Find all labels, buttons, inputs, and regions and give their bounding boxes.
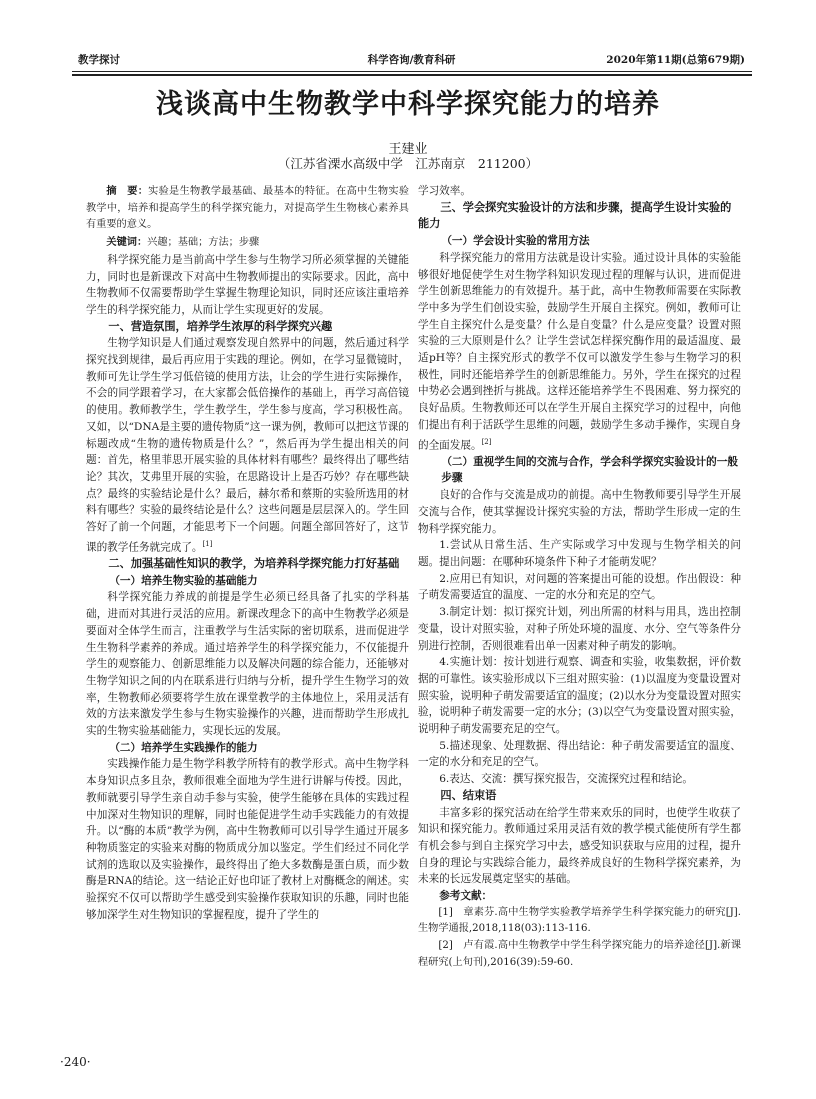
page-number: ·240· [60,1055,91,1069]
header-issue: 2020年第11期(总第679期) [606,54,745,66]
keywords-text: 兴趣；基础；方法；步骤 [147,237,260,249]
step-4: 4.实施计划：按计划进行观察、调查和实验，收集数据，评价数据的可靠性。该实验形成以下三组对照实验：(1)以温度为变量设置对照实验，说明种子萌发需要适宜的温度；(2)以水分为变量设置对照实验，说明种子萌发需要一定的水分；(3)以空气为变量设置对照实验，说明种子萌发需要充足的空气。 [418,656,741,736]
citation-2: [2] [481,437,492,446]
reference-2: [2] 卢有霞.高中生物教学中学生科学探究能力的培养途径[J].新课程研究(上旬刊),2016(39):59-60. [418,940,741,968]
step-1: 1.尝试从日常生活、生产实际或学习中发现与生物学相关的问题。提出问题：在哪种环境条件下种子才能萌发呢？ [418,539,741,568]
section-2-1-paragraph: 科学探究能力养成的前提是学生必须已经具备了扎实的学科基础，进而对其进行灵活的应用。新课改理念下的高中生物教学必须是要面对全体学生而言，注重教学与生活实际的密切联系，进而促进学生生物科学素养的养成。通过培养学生的科学探究能力，不仅能提升学生的观察能力、创新思维能力以及解决问题的综合能力，还能够对生物学知识之间的内在联系进行归纳与分析，提升学生生物学习的效率，生物教师必须要将学生放在课堂教学的主体地位上，采用灵活有效的方法来激发学生参与生物实验操作的兴趣，进而帮助学生形成扎实的生物实验基础能力，实现长远的发展。 [86,591,409,738]
section-4-paragraph: 丰富多彩的探究活动在给学生带来欢乐的同时，也使学生收获了知识和探究能力。教师通过采用灵活有效的教学模式能使所有学生都有机会参与到自主探究学习中去，感受知识获取与应用的过程，提升自身的理论与实践综合能力，最终养成良好的生物科学探究素养，为未来的长远发展奠定坚实的基础。 [418,806,741,886]
section-2-1-heading: （一）培养生物实验的基础能力 [109,574,258,587]
section-4-heading: 四、结束语 [440,788,497,802]
reference-1: [1] 章素芬.高中生物学实验教学培养学生科学探究能力的研究[J].生物学通报,2018,118(03):113-116. [418,906,741,935]
citation-1: [1] [202,539,213,548]
section-3-2-heading: （二）重视学生间的交流与合作，学会科学探究实验设计的一般步骤 [441,455,738,485]
section-1-paragraph [86,335,409,556]
step-2: 2.应用已有知识，对问题的答案提出可能的设想。作出假设：种子萌发需要适宜的温度、一定的水分和充足的空气。 [418,572,741,602]
step-6: 6.表达、交流：撰写探究报告，交流探究过程和结论。 [439,773,693,786]
continued-text: 学习效率。 [418,185,471,197]
section-1-heading: 一、营造氛围，培养学生浓厚的科学探究兴趣 [108,319,333,333]
section-3-1-heading: （一）学会设计实验的常用方法 [441,235,590,248]
section-2-heading: 二、加强基础性知识的教学，为培养科学探究能力打好基础 [108,557,400,570]
header-journal: 科学咨询/教育科研 [367,54,456,66]
right-column [418,183,741,972]
article-title: 浅谈高中生物教学中科学探究能力的培养 [156,89,660,120]
section-2-2-paragraph: 实践操作能力是生物学科教学所特有的教学形式。高中生物学科本身知识点多且杂，教师很难全面地为学生进行讲解与传授。因此，教师就要引导学生亲自动手参与实验，使学生能够在具体的实践过程中加深对生物知识的理解，同时也能促进学生动手实践能力的有效提升。以“酶的本质”教学为例，高中生物教师可以引导学生通过开展多种物质鉴定的实验来对酶的物质成分加以鉴定。学生们经过不同化学试剂的选取以及实验操作，最终得出了绝大多数酶是蛋白质，而少数酶是RNA的结论。这一结论正好也印证了教材上对酶概念的阐述。实验探究不仅可以帮助学生感受到实验操作获取知识的乐趣，同时也能够加深学生对生物知识的掌握程度，提升了学生的 [86,758,409,921]
section-3-1-text: 科学探究能力的常用方法就是设计实验。通过设计具体的实验能够很好地促使学生对生物学科知识发现过程的理解与认识，进而促进学生创新思维能力的有效提升。基于此，高中生物教师需要在实际教学中多为学生们创设实验，鼓励学生开展自主探究。例如，教师可让学生自主探究什么是变量？什么是自变量？什么是应变量？设置对照实验的三大原则是什么？让学生尝试怎样探究酶作用的最适温度、最适pH等？自主探究形式的教学不仅可以激发学生参与生物学习的积极性，同时还能培养学生的创新思维能力。另外，学生在探究的过程中势必会遇到挫折与挑战。这样还能培养学生不畏困难、努力探究的良好品质。生物教师还可以在学生开展自主探究学习的过程中，向他们提出有利于活跃学生思维的问题，鼓励学生多动手操作，实现自身的全面发展。 [418,251,741,452]
running-header [78,52,745,68]
step-5: 5.描述现象、处理数据、得出结论：种子萌发需要适宜的温度、一定的水分和充足的空气。 [418,739,741,769]
keywords-label: 关键词： [106,236,148,249]
abstract [86,183,409,234]
keywords [86,234,409,252]
section-3-2-paragraph: 良好的合作与交流是成功的前提。高中生物教师要引导学生开展交流与合作，使其掌握设计探究实验的方法，帮助学生形成一定的生物科学探究能力。 [418,489,741,535]
section-3-1-paragraph [418,250,741,454]
references-heading: 参考文献： [439,890,493,903]
author-name: 王建业 [388,142,428,157]
section-2-2-heading: （二）培养学生实践操作的能力 [109,741,258,754]
left-column [86,183,409,923]
header-rule [72,71,752,72]
intro-paragraph: 科学探究能力是当前高中学生参与生物学习所必须掌握的关键能力，同时也是新课改下对高中生物教师提出的实际要求。因此，高中生物教师不仅需要帮助学生掌握生物理论知识，同时还应该注重培养学生的科学探究能力，从而让学生实现更好的发展。 [86,253,409,316]
abstract-text: 实验是生物教学最基础、最基本的特征。在高中生物实验教学中，培养和提高学生的科学探究能力，对提高学生生物核心素养具有重要的意义。 [86,186,410,231]
step-3: 3.制定计划：拟订探究计划，列出所需的材料与用具，选出控制变量，设计对照实验，对种子所处环境的温度、水分、空气等条件分别进行控制，否则很难看出单一因素对种子萌发的影响。 [418,606,741,652]
section-1-text: 生物学知识是人们通过观察发现自然界中的问题，然后通过科学探究找到规律，最后再应用于实践的理论。例如，在学习显微镜时，教师可先让学生学习低倍镜的使用方法，让会的学生进行实际操作，不会的同学跟着学习，在大家都会低倍操作的基础上，再学习高倍镜的使用。教师教学生，学生教学生，学生参与度高，学习积极性高。又如，以“DNA是主要的遗传物质”这一课为例，教师可以把这节课的标题改成“生物的遗传物质是什么？”，然后再为学生提出相关的问题：首先，格里菲思开展实验的具体材料有哪些？最终得出了哪些结论？其次，艾弗里开展的实验，在思路设计上是否巧妙？存在哪些缺点？最终的实验结论是什么？最后，赫尔希和蔡斯的实验所选用的材料有哪些？实验的最终结论是什么？这些问题是层层深入的。学生回答好了前一个问题，才能思考下一个问题。问题全部回答好了，这节课的教学任务就完成了。 [86,337,409,554]
author-affiliation: （江苏省溧水高级中学 江苏南京 211200） [277,156,539,171]
abstract-label: 摘 要： [106,185,149,197]
header-rule-thick [72,74,752,76]
header-section: 教学探讨 [78,54,120,66]
section-3-heading: 三、学会探究实验设计的方法和步骤，提高学生设计实验的能力 [418,200,732,231]
